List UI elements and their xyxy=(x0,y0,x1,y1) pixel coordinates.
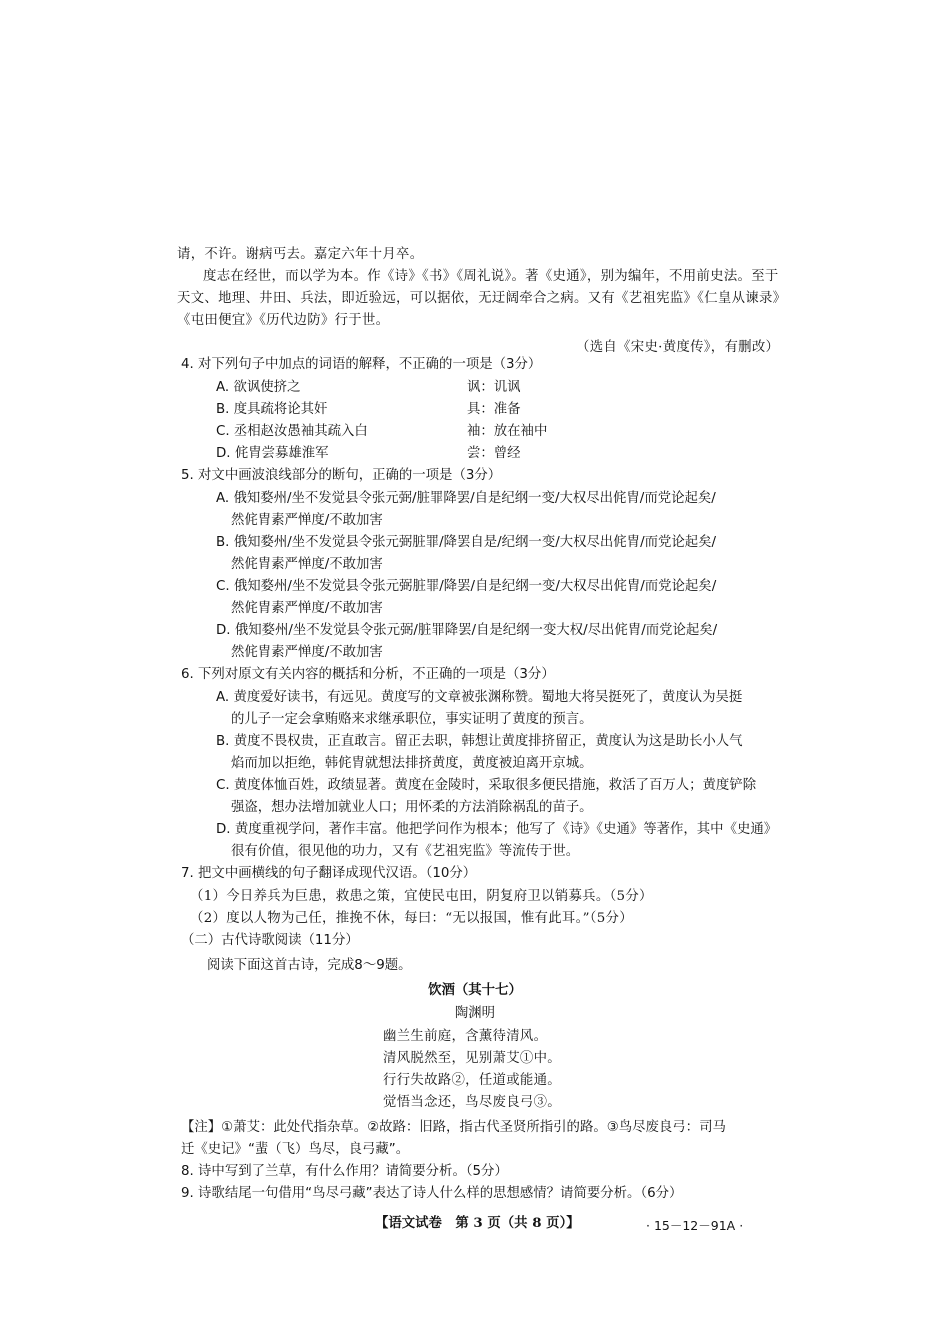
q6-stem: 6. 下列对原文有关内容的概括和分析，不正确的一项是（3分） xyxy=(181,667,555,682)
poem-note-line1: 【注】①萧艾：此处代指杂草。②故路：旧路，指古代圣贤所指引的路。③鸟尽废良弓：司马 xyxy=(181,1120,726,1135)
poem-line-3: 行行失故路②，任道或能通。 xyxy=(383,1073,561,1088)
q6-option-d-line1: D. 黄度重视学问，著作丰富。他把学问作为根本；他写了《诗》《史通》等著作，其中《史通》 xyxy=(216,822,778,837)
passage-line-2: 度志在经世，而以学为本。作《诗》《书》《周礼说》。著《史通》，别为编年，不用前史法。至于 xyxy=(203,269,779,284)
passage-source: （选自《宋史·黄度传》，有删改） xyxy=(576,340,780,355)
q6-option-c-line1: C. 黄度体恤百姓，政绩显著。黄度在金陵时，采取很多便民措施，救活了百万人；黄度铲除 xyxy=(216,778,757,793)
q5-stem: 5. 对文中画波浪线部分的断句，正确的一项是（3分） xyxy=(181,468,502,483)
section2-instruction: 阅读下面这首古诗，完成8～9题。 xyxy=(207,958,412,973)
passage-line-3: 天文、地理、井田、兵法，即近验远，可以据依，无迂阔牵合之病。又有《艺祖宪监》《仁皇从谏录》 xyxy=(177,291,787,306)
q4-option-a-gloss: 讽：讥讽 xyxy=(467,380,521,395)
q4-option-d-gloss: 尝：曾经 xyxy=(467,446,521,461)
q6-option-b-line2: 焰而加以拒绝，韩侂胄就想法排挤黄度，黄度被迫离开京城。 xyxy=(231,756,593,771)
q7-item-2: （2）度以人物为己任，推挽不休，每曰：“无以报国，惟有此耳。”（5分） xyxy=(190,911,633,926)
q6-option-d-line2: 很有价值，很见他的功力，又有《艺祖宪监》等流传于世。 xyxy=(231,844,580,859)
q4-option-d: D. 侂胄尝募雄淮军 xyxy=(216,446,329,461)
q5-option-b-line1: B. 俄知婺州/坐不发觉县令张元弼脏罪/降罢自是/纪纲一变/大权尽出侂胄/而党论起矣/ xyxy=(216,535,717,550)
q5-option-d-line2: 然侂胄素严惮度/不敢加害 xyxy=(231,645,383,660)
q4-option-b-gloss: 具：准备 xyxy=(467,402,521,417)
q6-option-b-line1: B. 黄度不畏权贵，正直敢言。留正去职，韩想让黄度排挤留正，黄度认为这是助长小人气 xyxy=(216,734,743,749)
q4-option-a: A. 欲讽使挤之 xyxy=(216,380,301,395)
q5-option-b-line2: 然侂胄素严惮度/不敢加害 xyxy=(231,557,383,572)
section2-heading: （二）古代诗歌阅读（11分） xyxy=(181,933,359,948)
page-code: · 15－12－91A · xyxy=(646,1218,744,1233)
q6-option-a-line1: A. 黄度爱好读书，有远见。黄度写的文章被张渊称赞。蜀地大将吴挺死了，黄度认为吴挺 xyxy=(216,690,743,705)
passage-line-4: 《屯田便宜》《历代边防》行于世。 xyxy=(177,313,390,328)
poem-note-line2: 迁《史记》“蜚（飞）鸟尽，良弓藏”。 xyxy=(181,1142,410,1157)
poem-author: 陶渊明 xyxy=(454,1006,496,1021)
q5-option-a-line1: A. 俄知婺州/坐不发觉县令张元弼/脏罪降罢/自是纪纲一变/大权尽出侂胄/而党论起矣/ xyxy=(216,491,716,506)
q7-item-1: （1）今日养兵为巨患，救患之策，宜使民屯田，阴复府卫以销募兵。（5分） xyxy=(190,889,653,904)
q5-option-d-line1: D. 俄知婺州/坐不发觉县令张元弼/脏罪降罢/自是纪纲一变大权/尽出侂胄/而党论起矣/ xyxy=(216,623,718,638)
q5-option-c-line1: C. 俄知婺州/坐不发觉县令张元弼脏罪/降罢/自是纪纲一变/大权尽出侂胄/而党论起矣/ xyxy=(216,579,717,594)
poem-line-4: 觉悟当念还，鸟尽废良弓③。 xyxy=(383,1095,561,1110)
poem-title: 饮酒（其十七） xyxy=(428,982,522,998)
poem-line-1: 幽兰生前庭，含薰待清风。 xyxy=(383,1029,548,1044)
q4-option-c-gloss: 袖：放在袖中 xyxy=(467,424,548,439)
q7-stem: 7. 把文中画横线的句子翻译成现代汉语。（10分） xyxy=(181,866,477,881)
q5-option-a-line2: 然侂胄素严惮度/不敢加害 xyxy=(231,513,383,528)
q4-option-b: B. 度具疏将论其奸 xyxy=(216,402,328,417)
passage-line-1: 请，不许。谢病丐去。嘉定六年十月卒。 xyxy=(177,247,424,262)
page-footer: 【语文试卷 第 3 页（共 8 页）】 xyxy=(375,1215,580,1231)
q9-stem: 9. 诗歌结尾一句借用“鸟尽弓藏”表达了诗人什么样的思想感情？请简要分析。（6分） xyxy=(181,1186,683,1201)
q5-option-c-line2: 然侂胄素严惮度/不敢加害 xyxy=(231,601,383,616)
q4-stem: 4. 对下列句子中加点的词语的解释，不正确的一项是（3分） xyxy=(181,357,542,372)
q6-option-a-line2: 的儿子一定会拿贿赂来求继承职位，事实证明了黄度的预言。 xyxy=(231,712,593,727)
q6-option-c-line2: 强盗，想办法增加就业人口；用怀柔的方法消除祸乱的苗子。 xyxy=(231,800,593,815)
q4-option-c: C. 丞相赵汝愚袖其疏入白 xyxy=(216,424,368,439)
poem-line-2: 清风脱然至，见别萧艾①中。 xyxy=(383,1051,561,1066)
q8-stem: 8. 诗中写到了兰草，有什么作用？请简要分析。（5分） xyxy=(181,1164,508,1179)
